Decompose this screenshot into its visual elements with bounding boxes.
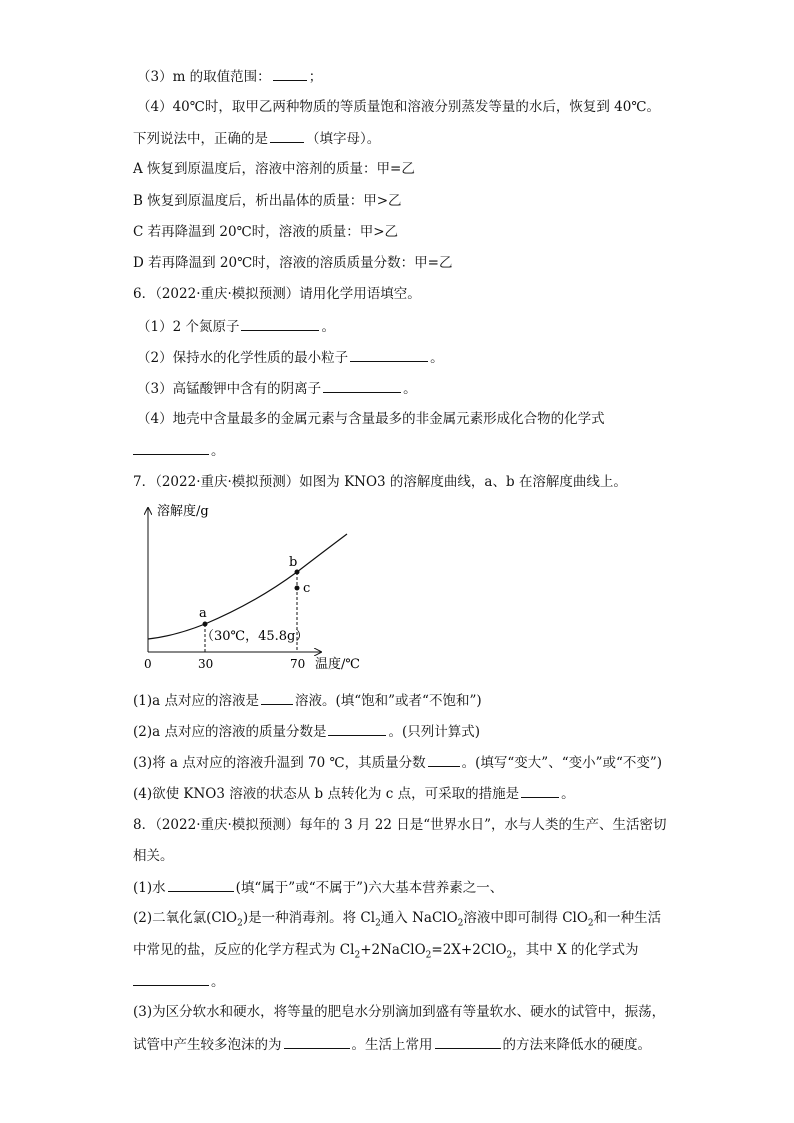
answer-blank — [284, 1034, 350, 1049]
answer-blank — [273, 66, 307, 81]
q8-part1: (1)水 (填“属于”或“不属于”)六大基本营养素之一、 — [133, 877, 503, 898]
q6-part4: （4）地壳中含量最多的金属元素与含量最多的非金属元素形成化合物的化学式 — [137, 411, 605, 427]
q8-stem: 8．（2022·重庆·模拟预测）每年的 3 月 22 日是“世界水日”，水与人类的生产、生活密切 — [133, 817, 667, 833]
point-b — [295, 570, 300, 575]
answer-blank — [270, 128, 304, 143]
q7-stem: 7．（2022·重庆·模拟预测）如图为 KNO3 的溶解度曲线，a、b 在溶解度曲线上。 — [133, 474, 627, 490]
x-axis-label: 温度/℃ — [315, 657, 360, 672]
option-b: B 恢复到原温度后，析出晶体的质量：甲>乙 — [133, 193, 402, 209]
solubility-chart — [135, 500, 395, 680]
answer-blank — [323, 378, 401, 393]
answer-blank — [521, 783, 559, 798]
q8-part2-line2: 中常见的盐，反应的化学方程式为 $Cl_2+2NaClO_2=2X+2ClO_2$，其中 X 的化学式为 — [133, 942, 639, 961]
q6-stem: 6．（2022·重庆·模拟预测）请用化学用语填空。 — [133, 286, 421, 302]
answer-blank — [241, 316, 319, 331]
q5-part4-line2: 下列说法中，正确的是 （填字母）。 — [133, 128, 380, 149]
point-a-label: a — [199, 606, 207, 621]
q6-part4-line2: 。 — [133, 440, 225, 461]
q8-part3-line2: 试管中产生较多泡沫的为 。生活上常用 的方法来降低水的硬度。 — [133, 1034, 651, 1055]
q8-part2: (2)二氧化氯(ClO$_2$)是一种消毒剂。将 $Cl_2$通入 NaClO$_2$溶液中即可制得 ClO$_2$和一种生活 — [133, 910, 662, 929]
option-a: A 恢复到原温度后，溶液中溶剂的质量：甲=乙 — [133, 161, 415, 177]
q8-part3: (3)为区分软水和硬水，将等量的肥皂水分别滴加到盛有等量软水、硬水的试管中，振荡， — [133, 1004, 666, 1020]
point-c — [295, 586, 300, 591]
point-a — [203, 622, 208, 627]
solubility-curve — [148, 534, 347, 639]
x-tick-70: 70 — [290, 657, 306, 671]
answer-blank — [261, 690, 293, 705]
answer-blank — [168, 877, 234, 892]
x-tick-0: 0 — [144, 657, 152, 671]
q5-part4: （4）40℃时，取甲乙两种物质的等质量饱和溶液分别蒸发等量的水后，恢复到 40℃。 — [137, 99, 660, 115]
q7-part4: (4)欲使 KNO3 溶液的状态从 b 点转化为 c 点，可采取的措施是 。 — [133, 783, 575, 804]
option-c: C 若再降温到 20℃时，溶液的质量：甲>乙 — [133, 224, 399, 240]
q8-stem-line2: 相关。 — [133, 848, 174, 864]
answer-blank — [133, 971, 209, 986]
q5-part3: （3）m 的取值范围： ； — [137, 66, 322, 87]
answer-blank — [133, 440, 209, 455]
option-d: D 若再降温到 20℃时，溶液的溶质质量分数：甲=乙 — [133, 255, 453, 271]
x-tick-30: 30 — [198, 657, 214, 671]
q6-part2: （2）保持水的化学性质的最小粒子 。 — [137, 347, 444, 368]
q7-part2: (2)a 点对应的溶液的质量分数是 。(只列计算式) — [133, 721, 480, 742]
q6-part3: （3）高锰酸钾中含有的阴离子 。 — [137, 378, 417, 399]
q8-part2-line3: 。 — [133, 971, 225, 992]
point-a-annotation: （30℃，45.8g） — [201, 629, 309, 644]
point-c-label: c — [303, 581, 311, 596]
answer-blank — [428, 752, 460, 767]
q7-part1: (1)a 点对应的溶液是 溶液。(填“饱和”或者“不饱和”) — [133, 690, 482, 711]
q7-part3: (3)将 a 点对应的溶液升温到 70 ℃，其质量分数 。(填写“变大”、“变小”或“不变”) — [133, 752, 662, 773]
answer-blank — [435, 1034, 501, 1049]
y-axis-label: 溶解度/g — [157, 504, 209, 519]
point-b-label: b — [289, 555, 298, 570]
answer-blank — [328, 721, 386, 736]
q6-part1: （1）2 个氮原子 。 — [137, 316, 335, 337]
answer-blank — [350, 347, 428, 362]
